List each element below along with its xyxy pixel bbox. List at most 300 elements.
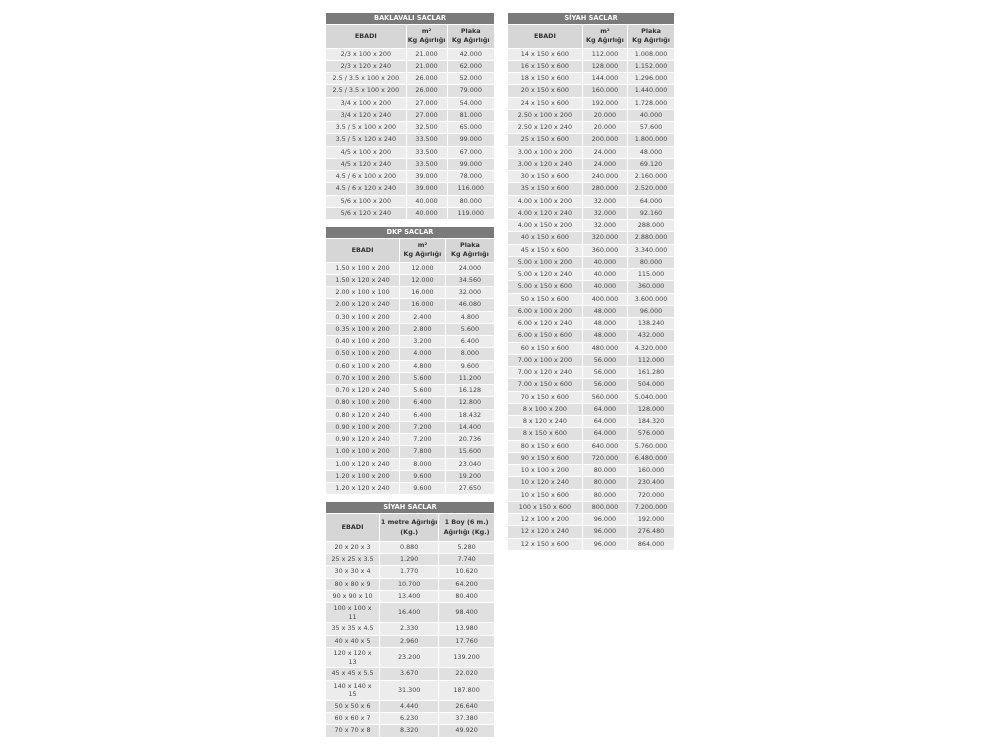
cell-total-weight: 5.600 <box>446 324 494 335</box>
cell-dimension: 7.00 x 100 x 200 <box>508 355 582 366</box>
cell-unit-weight: 560.000 <box>583 392 627 403</box>
cell-total-weight: 46.080 <box>446 299 494 310</box>
cell-dimension: 5.00 x 120 x 240 <box>508 269 582 280</box>
cell-dimension: 0.70 x 120 x 240 <box>326 385 399 396</box>
cell-total-weight: 52.000 <box>448 73 495 84</box>
cell-dimension: 1.20 x 100 x 200 <box>326 471 399 482</box>
cell-dimension: 1.50 x 100 x 200 <box>326 263 399 274</box>
cell-unit-weight: 32.000 <box>583 220 627 231</box>
cell-total-weight: 16.128 <box>446 385 494 396</box>
baklavali-saclar-title: BAKLAVALI SACLAR <box>326 13 494 24</box>
cell-unit-weight: 240.000 <box>583 171 627 182</box>
cell-dimension: 1.00 x 120 x 240 <box>326 459 399 470</box>
cell-dimension: 6.00 x 120 x 240 <box>508 318 582 329</box>
cell-dimension: 6.00 x 100 x 200 <box>508 306 582 317</box>
col-header-meter-weight: 1 metre Ağırlığı (Kg.) <box>380 514 438 541</box>
cell-total-weight: 40.000 <box>628 110 674 121</box>
cell-unit-weight: 24.000 <box>583 147 627 158</box>
table-row <box>326 373 494 384</box>
cell-total-weight: 65.000 <box>448 122 495 133</box>
col-header-ebadi: EBADI <box>326 239 399 262</box>
cell-dimension: 2/3 x 120 x 240 <box>326 61 406 72</box>
table-row <box>326 183 494 194</box>
table-row <box>508 98 674 109</box>
cell-unit-weight: 26.000 <box>407 85 447 96</box>
cell-total-weight: 80.000 <box>628 257 674 268</box>
siyah-saclar-title: SİYAH SACLAR <box>326 502 494 513</box>
table-row <box>326 471 494 482</box>
cell-dimension: 80 x 150 x 600 <box>508 441 582 452</box>
cell-unit-weight: 13.400 <box>380 591 438 602</box>
cell-dimension: 40 x 40 x 5 <box>326 636 379 647</box>
col-header-plate-weight: Plaka Kg Ağırlığı <box>448 25 495 48</box>
cell-dimension: 2.5 / 3.5 x 100 x 200 <box>326 73 406 84</box>
cell-unit-weight: 33.500 <box>407 159 447 170</box>
cell-unit-weight: 2.330 <box>380 623 438 634</box>
cell-unit-weight: 8.000 <box>400 459 445 470</box>
cell-dimension: 2.00 x 120 x 240 <box>326 299 399 310</box>
cell-total-weight: 432.000 <box>628 330 674 341</box>
cell-unit-weight: 32.500 <box>407 122 447 133</box>
cell-dimension: 50 x 150 x 600 <box>508 294 582 305</box>
cell-unit-weight: 12.000 <box>400 275 445 286</box>
cell-unit-weight: 33.500 <box>407 134 447 145</box>
cell-dimension: 5/6 x 120 x 240 <box>326 208 406 219</box>
cell-dimension: 45 x 150 x 600 <box>508 245 582 256</box>
cell-unit-weight: 20.000 <box>583 122 627 133</box>
cell-total-weight: 34.560 <box>446 275 494 286</box>
cell-total-weight: 32.000 <box>446 287 494 298</box>
cell-total-weight: 119.000 <box>448 208 495 219</box>
cell-total-weight: 128.000 <box>628 404 674 415</box>
cell-total-weight: 67.000 <box>448 147 495 158</box>
cell-unit-weight: 56.000 <box>583 355 627 366</box>
cell-unit-weight: 2.960 <box>380 636 438 647</box>
cell-unit-weight: 160.000 <box>583 85 627 96</box>
cell-total-weight: 115.000 <box>628 269 674 280</box>
left-column <box>325 12 495 738</box>
table-row <box>508 49 674 60</box>
cell-unit-weight: 56.000 <box>583 379 627 390</box>
cell-dimension: 25 x 150 x 600 <box>508 134 582 145</box>
cell-total-weight: 92.160 <box>628 208 674 219</box>
cell-total-weight: 99.000 <box>448 159 495 170</box>
table-row <box>508 330 674 341</box>
cell-total-weight: 5.040.000 <box>628 392 674 403</box>
cell-total-weight: 288.000 <box>628 220 674 231</box>
cell-total-weight: 22.020 <box>439 668 494 679</box>
table-row <box>508 122 674 133</box>
cell-dimension: 5.00 x 100 x 200 <box>508 257 582 268</box>
table-row <box>326 566 494 577</box>
cell-unit-weight: 80.000 <box>583 490 627 501</box>
table-row <box>326 636 494 647</box>
table-row <box>326 275 494 286</box>
cell-unit-weight: 20.000 <box>583 110 627 121</box>
cell-dimension: 8 x 100 x 200 <box>508 404 582 415</box>
table-row <box>326 410 494 421</box>
cell-unit-weight: 0.880 <box>380 542 438 553</box>
cell-unit-weight: 23.200 <box>380 648 438 667</box>
cell-unit-weight: 5.600 <box>400 385 445 396</box>
table-row <box>326 554 494 565</box>
cell-dimension: 1.50 x 120 x 240 <box>326 275 399 286</box>
cell-total-weight: 64.000 <box>628 196 674 207</box>
cell-dimension: 60 x 150 x 600 <box>508 343 582 354</box>
cell-total-weight: 184.320 <box>628 416 674 427</box>
cell-dimension: 12 x 100 x 200 <box>508 514 582 525</box>
cell-dimension: 20 x 20 x 3 <box>326 542 379 553</box>
cell-dimension: 120 x 120 x 13 <box>326 648 379 667</box>
cell-unit-weight: 128.000 <box>583 61 627 72</box>
col-header-ebadi: EBADI <box>326 25 406 48</box>
cell-dimension: 4/5 x 100 x 200 <box>326 147 406 158</box>
cell-dimension: 0.40 x 100 x 200 <box>326 336 399 347</box>
cell-dimension: 0.80 x 100 x 200 <box>326 397 399 408</box>
cell-dimension: 30 x 30 x 4 <box>326 566 379 577</box>
cell-total-weight: 187.800 <box>439 681 494 700</box>
table-row <box>326 713 494 724</box>
cell-total-weight: 15.600 <box>446 446 494 457</box>
cell-unit-weight: 7.200 <box>400 434 445 445</box>
cell-dimension: 18 x 150 x 600 <box>508 73 582 84</box>
cell-dimension: 0.80 x 120 x 240 <box>326 410 399 421</box>
table-row <box>326 299 494 310</box>
cell-unit-weight: 39.000 <box>407 171 447 182</box>
cell-total-weight: 1.440.000 <box>628 85 674 96</box>
cell-unit-weight: 640.000 <box>583 441 627 452</box>
cell-total-weight: 112.000 <box>628 355 674 366</box>
cell-total-weight: 11.200 <box>446 373 494 384</box>
table-row <box>326 579 494 590</box>
cell-total-weight: 19.200 <box>446 471 494 482</box>
cell-unit-weight: 5.600 <box>400 373 445 384</box>
cell-unit-weight: 96.000 <box>583 539 627 550</box>
cell-total-weight: 1.728.000 <box>628 98 674 109</box>
cell-unit-weight: 1.770 <box>380 566 438 577</box>
cell-unit-weight: 2.800 <box>400 324 445 335</box>
cell-dimension: 4.5 / 6 x 120 x 240 <box>326 183 406 194</box>
cell-unit-weight: 64.000 <box>583 428 627 439</box>
cell-dimension: 12 x 150 x 600 <box>508 539 582 550</box>
cell-dimension: 7.00 x 120 x 240 <box>508 367 582 378</box>
col-header-plate-weight: Plaka Kg Ağırlığı <box>446 239 494 262</box>
cell-dimension: 2.50 x 100 x 200 <box>508 110 582 121</box>
cell-dimension: 40 x 150 x 600 <box>508 232 582 243</box>
table-row <box>326 147 494 158</box>
cell-total-weight: 3.340.000 <box>628 245 674 256</box>
cell-dimension: 7.00 x 150 x 600 <box>508 379 582 390</box>
table-row <box>508 257 674 268</box>
table-row <box>326 312 494 323</box>
cell-dimension: 2.00 x 100 x 100 <box>326 287 399 298</box>
cell-unit-weight: 64.000 <box>583 404 627 415</box>
cell-total-weight: 1.296.000 <box>628 73 674 84</box>
cell-total-weight: 78.000 <box>448 171 495 182</box>
cell-total-weight: 2.520.000 <box>628 183 674 194</box>
cell-dimension: 0.35 x 100 x 200 <box>326 324 399 335</box>
cell-total-weight: 160.000 <box>628 465 674 476</box>
cell-unit-weight: 56.000 <box>583 367 627 378</box>
cell-unit-weight: 33.500 <box>407 147 447 158</box>
table-row <box>508 232 674 243</box>
cell-total-weight: 81.000 <box>448 110 495 121</box>
table-row <box>326 85 494 96</box>
cell-total-weight: 24.000 <box>446 263 494 274</box>
table-row <box>508 134 674 145</box>
cell-total-weight: 6.480.000 <box>628 453 674 464</box>
cell-dimension: 3.00 x 100 x 200 <box>508 147 582 158</box>
cell-unit-weight: 1.290 <box>380 554 438 565</box>
cell-dimension: 90 x 90 x 10 <box>326 591 379 602</box>
cell-unit-weight: 480.000 <box>583 343 627 354</box>
cell-dimension: 2.50 x 120 x 240 <box>508 122 582 133</box>
table-row <box>326 701 494 712</box>
col-header-plate-weight: Plaka Kg Ağırlığı <box>628 25 674 48</box>
table-row <box>508 110 674 121</box>
cell-total-weight: 6.400 <box>446 336 494 347</box>
cell-unit-weight: 3.670 <box>380 668 438 679</box>
table-row <box>326 73 494 84</box>
table-row <box>508 73 674 84</box>
table-row <box>326 459 494 470</box>
cell-dimension: 16 x 150 x 600 <box>508 61 582 72</box>
table-row <box>508 392 674 403</box>
cell-unit-weight: 27.000 <box>407 98 447 109</box>
cell-unit-weight: 8.320 <box>380 725 438 736</box>
cell-dimension: 90 x 150 x 600 <box>508 453 582 464</box>
cell-dimension: 2/3 x 100 x 200 <box>326 49 406 60</box>
cell-unit-weight: 2.400 <box>400 312 445 323</box>
table-row <box>508 159 674 170</box>
table-row <box>326 98 494 109</box>
cell-dimension: 0.50 x 100 x 200 <box>326 348 399 359</box>
table-row <box>508 453 674 464</box>
cell-dimension: 1.20 x 120 x 240 <box>326 483 399 494</box>
cell-total-weight: 48.000 <box>628 147 674 158</box>
col-header-length-weight: 1 Boy (6 m.) Ağırlığı (Kg.) <box>439 514 494 541</box>
cell-unit-weight: 800.000 <box>583 502 627 513</box>
cell-total-weight: 2.880.000 <box>628 232 674 243</box>
cell-dimension: 2.5 / 3.5 x 100 x 200 <box>326 85 406 96</box>
cell-dimension: 100 x 100 x 11 <box>326 603 379 622</box>
cell-unit-weight: 10.700 <box>380 579 438 590</box>
cell-unit-weight: 360.000 <box>583 245 627 256</box>
table-row <box>326 287 494 298</box>
cell-unit-weight: 27.000 <box>407 110 447 121</box>
table-row <box>508 61 674 72</box>
cell-dimension: 10 x 150 x 600 <box>508 490 582 501</box>
table-row <box>326 648 494 667</box>
cell-total-weight: 14.400 <box>446 422 494 433</box>
cell-total-weight: 17.760 <box>439 636 494 647</box>
cell-unit-weight: 31.300 <box>380 681 438 700</box>
table-row <box>508 416 674 427</box>
cell-dimension: 4.00 x 120 x 240 <box>508 208 582 219</box>
cell-dimension: 4.00 x 150 x 200 <box>508 220 582 231</box>
cell-unit-weight: 4.440 <box>380 701 438 712</box>
cell-unit-weight: 9.600 <box>400 471 445 482</box>
cell-dimension: 35 x 150 x 600 <box>508 183 582 194</box>
cell-dimension: 14 x 150 x 600 <box>508 49 582 60</box>
cell-dimension: 4.00 x 100 x 200 <box>508 196 582 207</box>
cell-total-weight: 138.240 <box>628 318 674 329</box>
cell-total-weight: 720.000 <box>628 490 674 501</box>
cell-unit-weight: 26.000 <box>407 73 447 84</box>
cell-unit-weight: 200.000 <box>583 134 627 145</box>
cell-unit-weight: 80.000 <box>583 477 627 488</box>
cell-total-weight: 18.432 <box>446 410 494 421</box>
cell-total-weight: 20.736 <box>446 434 494 445</box>
table-row <box>326 134 494 145</box>
col-header-m2-weight: m² Kg Ağırlığı <box>583 25 627 48</box>
cell-dimension: 25 x 25 x 3.5 <box>326 554 379 565</box>
cell-dimension: 0.70 x 100 x 200 <box>326 373 399 384</box>
cell-total-weight: 23.040 <box>446 459 494 470</box>
cell-dimension: 4.5 / 6 x 100 x 200 <box>326 171 406 182</box>
right-column <box>507 12 675 551</box>
cell-total-weight: 13.980 <box>439 623 494 634</box>
cell-dimension: 5.00 x 150 x 600 <box>508 281 582 292</box>
table-row <box>326 336 494 347</box>
table-row <box>326 196 494 207</box>
cell-unit-weight: 6.400 <box>400 397 445 408</box>
cell-unit-weight: 192.000 <box>583 98 627 109</box>
table-row <box>326 49 494 60</box>
cell-unit-weight: 12.000 <box>400 263 445 274</box>
table-row <box>508 318 674 329</box>
cell-dimension: 140 x 140 x 15 <box>326 681 379 700</box>
cell-unit-weight: 4.800 <box>400 361 445 372</box>
cell-total-weight: 27.650 <box>446 483 494 494</box>
cell-total-weight: 276.480 <box>628 526 674 537</box>
cell-unit-weight: 112.000 <box>583 49 627 60</box>
cell-total-weight: 576.000 <box>628 428 674 439</box>
cell-dimension: 4/5 x 120 x 240 <box>326 159 406 170</box>
col-header-ebadi: EBADI <box>508 25 582 48</box>
cell-dimension: 3/4 x 100 x 200 <box>326 98 406 109</box>
cell-dimension: 24 x 150 x 600 <box>508 98 582 109</box>
cell-unit-weight: 21.000 <box>407 49 447 60</box>
cell-dimension: 60 x 60 x 7 <box>326 713 379 724</box>
cell-unit-weight: 4.000 <box>400 348 445 359</box>
cell-dimension: 1.00 x 100 x 200 <box>326 446 399 457</box>
table-row <box>508 367 674 378</box>
cell-dimension: 10 x 120 x 240 <box>508 477 582 488</box>
cell-total-weight: 2.160.000 <box>628 171 674 182</box>
table-row <box>326 110 494 121</box>
table-row <box>508 306 674 317</box>
cell-total-weight: 504.000 <box>628 379 674 390</box>
table-row <box>508 379 674 390</box>
table-row <box>326 725 494 736</box>
table-row <box>508 539 674 550</box>
cell-total-weight: 3.600.000 <box>628 294 674 305</box>
cell-total-weight: 230.400 <box>628 477 674 488</box>
table-row <box>508 171 674 182</box>
cell-dimension: 80 x 80 x 9 <box>326 579 379 590</box>
cell-unit-weight: 16.400 <box>380 603 438 622</box>
cell-unit-weight: 7.800 <box>400 446 445 457</box>
baklavali-saclar-table <box>325 12 495 220</box>
cell-unit-weight: 144.000 <box>583 73 627 84</box>
col-header-m2-weight: m² Kg Ağırlığı <box>407 25 447 48</box>
cell-unit-weight: 720.000 <box>583 453 627 464</box>
table-row <box>508 441 674 452</box>
cell-dimension: 3.5 / 5 x 120 x 240 <box>326 134 406 145</box>
cell-total-weight: 1.800.000 <box>628 134 674 145</box>
cell-unit-weight: 280.000 <box>583 183 627 194</box>
cell-unit-weight: 40.000 <box>583 257 627 268</box>
table-row <box>508 196 674 207</box>
cell-total-weight: 4.320.000 <box>628 343 674 354</box>
table-row <box>326 483 494 494</box>
cell-dimension: 70 x 150 x 600 <box>508 392 582 403</box>
table-row <box>508 490 674 501</box>
table-row <box>326 681 494 700</box>
table-row <box>508 269 674 280</box>
cell-unit-weight: 16.000 <box>400 287 445 298</box>
col-header-ebadi: EBADI <box>326 514 379 541</box>
table-row <box>508 183 674 194</box>
cell-total-weight: 12.800 <box>446 397 494 408</box>
dkp-saclar-title: DKP SACLAR <box>326 227 494 238</box>
table-row <box>508 208 674 219</box>
cell-unit-weight: 6.400 <box>400 410 445 421</box>
table-row <box>326 263 494 274</box>
table-row <box>326 61 494 72</box>
cell-dimension: 8 x 150 x 600 <box>508 428 582 439</box>
table-row <box>326 603 494 622</box>
siyah-saclar-profile-table <box>325 501 495 737</box>
cell-total-weight: 80.400 <box>439 591 494 602</box>
table-row <box>508 355 674 366</box>
cell-total-weight: 864.000 <box>628 539 674 550</box>
cell-total-weight: 79.000 <box>448 85 495 96</box>
cell-dimension: 10 x 100 x 200 <box>508 465 582 476</box>
table-row <box>326 361 494 372</box>
cell-total-weight: 7.740 <box>439 554 494 565</box>
cell-total-weight: 37.380 <box>439 713 494 724</box>
table-row <box>326 397 494 408</box>
cell-total-weight: 54.000 <box>448 98 495 109</box>
cell-total-weight: 5.280 <box>439 542 494 553</box>
cell-dimension: 0.90 x 100 x 200 <box>326 422 399 433</box>
cell-unit-weight: 7.200 <box>400 422 445 433</box>
cell-total-weight: 57.600 <box>628 122 674 133</box>
table-row <box>326 122 494 133</box>
cell-unit-weight: 320.000 <box>583 232 627 243</box>
cell-total-weight: 99.000 <box>448 134 495 145</box>
cell-dimension: 3.00 x 120 x 240 <box>508 159 582 170</box>
cell-unit-weight: 9.600 <box>400 483 445 494</box>
cell-total-weight: 98.400 <box>439 603 494 622</box>
table-row <box>326 208 494 219</box>
table-row <box>326 434 494 445</box>
table-row <box>508 502 674 513</box>
cell-total-weight: 4.800 <box>446 312 494 323</box>
table-row <box>508 294 674 305</box>
cell-total-weight: 139.200 <box>439 648 494 667</box>
table-row <box>508 220 674 231</box>
table-row <box>326 159 494 170</box>
cell-total-weight: 26.640 <box>439 701 494 712</box>
table-row <box>508 147 674 158</box>
table-row <box>326 385 494 396</box>
siyah-saclar-table <box>507 12 675 551</box>
cell-unit-weight: 48.000 <box>583 306 627 317</box>
cell-unit-weight: 48.000 <box>583 330 627 341</box>
